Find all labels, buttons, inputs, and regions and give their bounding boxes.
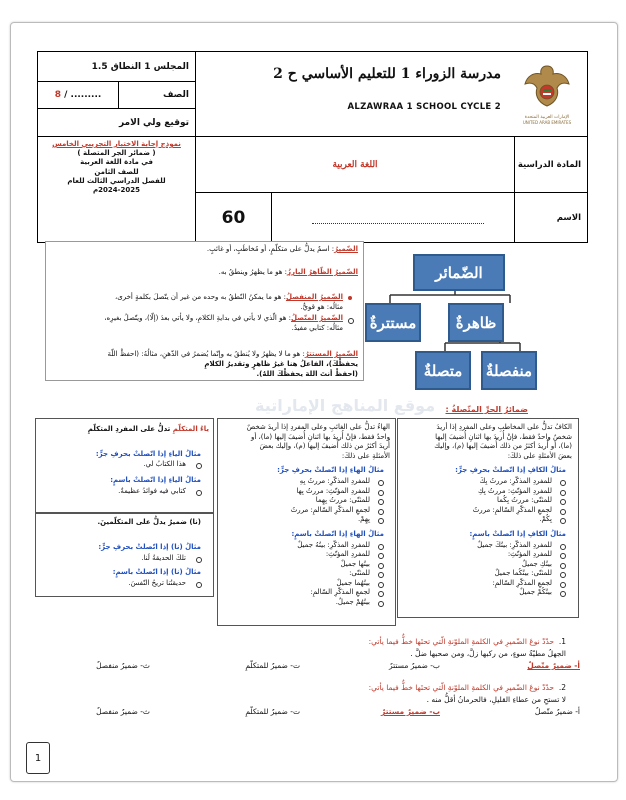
q1-title: حدّدْ نوعَ الضّميرِ في الكلمةِ الملوّنةِ الّتي تحتَها خطٌّ فيما يأتي: <box>368 637 555 646</box>
def-detached <box>115 293 343 303</box>
def-attached-label: الضّميرُ المتّصلُ <box>291 314 343 322</box>
q2-num: 2. <box>558 683 566 692</box>
def-hidden <box>107 350 358 360</box>
subject-label: المادة الدراسية <box>515 137 588 193</box>
haa-ex1-bullet <box>378 490 384 496</box>
q2-option-a[interactable]: أ- ضميرٌ متّصلٌ <box>534 707 580 716</box>
yaa-h1: مثالُ الياءِ إذا اتّصلتْ بحرفِ جرٍّ: <box>95 450 201 458</box>
kaf-ex2-bullet <box>560 591 566 597</box>
kaf-ex2-item: لجمعِ المذكّرِ السّالمِ: <box>492 578 552 587</box>
haa-ex1-bullet <box>378 518 384 524</box>
kaf-intro-line: بعضَ الأمثلةِ على ذلكَ: <box>507 451 572 460</box>
name-input-line[interactable] <box>312 223 484 224</box>
haa-ex2-bullet <box>378 544 384 550</box>
haa-ex2-item: للمثنّى: <box>349 569 370 577</box>
emblem-caption-ar: الإمارات العربية المتحدة <box>524 115 570 120</box>
haa-ex2-item: بيتُهُمْ جميلٌ. <box>335 597 370 606</box>
q1-option-d[interactable]: ث- ضميرٌ منفصلٌ <box>96 661 150 670</box>
model-line2: ( ضمائر الجر المتصلة ) <box>77 149 156 158</box>
node-attached: متصلةٌ <box>415 351 471 390</box>
school-cell <box>196 52 588 137</box>
q2 <box>369 683 566 693</box>
def-pronoun-label: الضّميرُ <box>334 245 358 253</box>
haa-ex2-bullet <box>378 572 384 578</box>
grade-value-cell: 8 / ......... <box>38 82 119 109</box>
yaa-ex2: كتابي فيه فوائدُ عظيمةٌ. <box>118 487 186 495</box>
q1-options <box>40 661 580 673</box>
naa-h2: مثالُ (نا) إذا اتّصلتْ باسمٍ: <box>112 568 201 576</box>
naa-bullet1 <box>196 557 202 563</box>
def-hidden-text2: يحفظْكَ)، الفاعلُ هنا غيرُ ظاهرٍ وتقديرُ الكلامِ <box>204 360 358 368</box>
school-name-en: ALZAWRAA 1 SCHOOL CYCLE 2 <box>347 102 501 112</box>
def-attached-example: مثالُه: كتابي مفيدٌ. <box>291 324 343 332</box>
def-pronoun-text: : اسمٌ يدلُّ على متكلّمٍ، أو مُخاطَبٍ، أو غائبٍ. <box>206 245 335 253</box>
haa-ex2-item: لجمعِ المذكّرِ السّالمِ: <box>310 588 370 596</box>
kaf-ex2-bullet <box>560 563 566 569</box>
yaa-title <box>88 425 209 435</box>
haa-ex2-bullet <box>378 591 384 597</box>
score-cell <box>196 193 272 243</box>
kaf-ex2-bullet <box>560 582 566 588</box>
def-pronoun <box>207 245 358 255</box>
yaa-bullet2 <box>196 490 202 496</box>
def-apparent-label: الضّميرُ الظّاهرُ البارزُ <box>287 268 358 276</box>
yaa-ex1: هذا الكتابُ لي. <box>143 460 186 468</box>
haa-ex2-bullet <box>378 601 384 607</box>
kaf-ex1-item: للمفردِ المؤنّثِ: مررتُ بِكِ <box>477 486 552 495</box>
grade-number: 8 <box>54 90 61 100</box>
def-detached-example: مثالُه: هو قويٌّ. <box>300 303 343 311</box>
kaf-ex1-bullet <box>560 499 566 505</box>
haa-ex2-bullet <box>378 563 384 569</box>
yaa-title-rest: تدلُّ على المفردِ المتكلّمِ <box>87 425 171 433</box>
kaf-ex1-item: للمفردِ المذكّرِ: مررتُ بِكَ <box>479 477 552 485</box>
score-value: 60 <box>221 207 246 228</box>
def-hidden-text: : هو ما لا يظهرُ ولا يُنطقُ به وإنّما يُضمرُ في الذّهنِ، مثالُهُ: (احفظْ اللّهَ <box>107 350 305 358</box>
q1-num: 1. <box>558 637 566 646</box>
yaa-bullet1 <box>196 463 202 469</box>
def-hidden-label: الضّميرُ المستترُ <box>304 350 358 358</box>
kaf-ex1-item: للمثنّى: مررتُ بِكُما <box>497 496 552 504</box>
kaf-ex2-bullet <box>560 572 566 578</box>
kaf-ex1-bullet <box>560 509 566 515</box>
q2-option-b[interactable]: ب- ضميرٌ مستترٌ <box>381 707 440 716</box>
naa-title: (نا) ضميرٌ يدلُّ على المتكلّمينَ. <box>97 518 201 526</box>
kaf-ex2-item: للمفردِ المذكّرِ: بيتُكَ جميلٌ <box>477 540 552 549</box>
q1-option-a[interactable]: أ- ضميرٌ متّصلٌ <box>527 661 580 670</box>
haa-intro-line: الأمثلةِ على ذلكَ: <box>341 451 390 460</box>
kaf-h1: مثالُ الكافِ إذا اتّصلتْ بحرفِ جرٍّ: <box>455 466 566 474</box>
page-number: 1 <box>26 742 50 774</box>
watermark: موقع المناهج الإماراتية <box>255 396 436 415</box>
kaf-ex2-item: بيتُكِ جميلٌ <box>521 559 552 568</box>
node-pronouns: الضّمائر <box>413 254 505 291</box>
kaf-ex1-bullet <box>560 490 566 496</box>
q1-option-c[interactable]: ت- ضميرٌ للمتكلّمِ <box>245 661 300 670</box>
haa-ex2-item: للمفردِ المؤنّثِ: <box>325 550 370 558</box>
haa-ex2-item: بيتُهُما جميلٌ <box>336 578 370 587</box>
section-title: ضمائرُ الجرِّ المتّصلةُ : <box>445 405 528 414</box>
guardian-signature: توقيع ولي الامر <box>38 109 196 137</box>
haa-ex1-bullet <box>378 499 384 505</box>
q1-option-b[interactable]: ب- ضميرٌ مستترٌ <box>388 661 440 670</box>
kaf-ex1-item: لجمعِ المذكّرِ السّالمِ: مررتُ <box>472 505 552 514</box>
haa-ex1-item: للمفردِ المذكّرِ: مررتُ بِهِ <box>299 477 370 485</box>
kaf-h2: مثالُ الكافِ إذا اتّصلتْ باسمٍ: <box>469 529 566 538</box>
name-field-cell[interactable] <box>272 193 515 243</box>
def-detached-label: الضّميرُ المنفصلُ <box>285 293 343 301</box>
model-line3: في مادة اللغة العربية <box>80 158 153 167</box>
naa-ex1: تلكَ الحديقةُ لَنا. <box>141 554 186 562</box>
def-apparent <box>219 268 358 278</box>
model-cell <box>38 137 196 243</box>
naa-ex2: حديقتُنا تريحُ النّفسَ. <box>128 579 186 587</box>
kaf-ex1-item: بِكُمْ. <box>539 515 552 523</box>
yaa-h2: مثالُ الياءِ إذا اتّصلتْ باسمٍ: <box>110 476 201 484</box>
haa-h1: مثالُ الهاءِ إذا اتّصلتْ بحرفِ جرٍّ: <box>277 466 384 474</box>
emblem-caption-en: UNITED ARAB EMIRATES <box>522 120 572 125</box>
model-title: نموذج إجابة الاختبار التجريبي الخامس <box>52 140 181 148</box>
kaf-ex2-item: بيتُكُمْ جميلٌ <box>519 588 552 596</box>
haa-ex2-bullet <box>378 582 384 588</box>
haa-ex2-bullet <box>378 553 384 559</box>
model-line4: للصف الثامن <box>94 167 139 176</box>
haa-h2: مثالُ الهاءِ إذا اتّصلتْ باسمٍ: <box>291 529 384 538</box>
kaf-ex2-item: للمثنّى: بيتُكُما جميلٌ <box>494 569 552 577</box>
council-cell: المجلس 1 النطاق 1.5 <box>38 52 196 82</box>
grade-label: الصف <box>119 82 196 109</box>
uae-emblem <box>517 60 577 130</box>
haa-intro-line: أُريدَ أكثرُ من ذلك أُضيفَ إليها (م)، وإليك بعضَ <box>259 442 390 450</box>
haa-ex1-item: لجمعِ المذكّرِ السّالمِ: مررتُ <box>290 505 370 514</box>
haa-ex1-bullet <box>378 480 384 486</box>
def-apparent-text: : هو ما يظهرُ وينطقُ به. <box>218 268 288 276</box>
haa-intro-line: واحدٌ فقط، فإنْ أُريدَ بها اثنانِ أُضيفَ إليها (ما)، أو <box>250 432 390 441</box>
kaf-ex2-bullet <box>560 544 566 550</box>
q2-option-d[interactable]: ث- ضميرٌ منفصلٌ <box>96 707 150 716</box>
haa-ex1-item: للمثنّى: مررتُ بِهِما <box>315 496 370 504</box>
naa-bullet2 <box>196 582 202 588</box>
model-line6: 2024-2025م <box>92 186 140 195</box>
kaf-ex1-bullet <box>560 518 566 524</box>
node-hidden: مستترةٌ <box>365 303 421 342</box>
naa-h1: مثالُ (نا) إذا اتّصلتْ بحرفِ جرٍّ: <box>98 543 201 551</box>
kaf-intro-line: (ما)، أو أُريدَ أكثرُ من ذلك أُضيفَ إليها (م)، وإليك <box>434 442 572 450</box>
haa-ex1-item: بِهِمْ. <box>357 515 370 523</box>
kaf-intro-line: الكافُ تدلُّ على المخاطبِ وعلى المفردِ إذا أريدَ <box>436 423 572 431</box>
name-label: الاسم <box>515 193 588 243</box>
haa-ex1-item: للمفردِ المؤنّثِ: مررتُ بِها <box>296 486 370 495</box>
haa-intro-line: الهاءُ تدلُّ على الغائبِ وعلى المفردِ إذا أريدَ شخصٌ <box>246 423 390 431</box>
def-detached-text: : هو ما يمكنُ النّطقُ به وحده من غير أن يتّصلَ بكلمةٍ أخرى، <box>114 293 286 301</box>
node-apparent: ظاهرةٌ <box>448 303 504 342</box>
falcon-emblem-icon <box>517 60 577 112</box>
yaa-title-red: ياءُ المتكلّمِ <box>172 425 209 433</box>
school-name-ar: مدرسة الزوراء 1 للتعليم الأساسي ح 2 <box>273 66 501 82</box>
subject-value: اللغة العربية <box>196 137 515 193</box>
bullet-detached <box>348 296 352 300</box>
node-detached: منفصلةٌ <box>481 351 537 390</box>
q2-title: حدّدْ نوعَ الضّميرِ في الكلمةِ الملوّنةِ الّتي تحتَها خطٌّ فيما يأتي: <box>368 683 555 692</box>
kaf-intro-line: شخصٌ واحدٌ فقط، فإنْ أُريدَ بها اثنانِ أُضيفَ إليها <box>435 432 572 441</box>
haa-ex1-bullet <box>378 509 384 515</box>
def-hidden-text3: (احفظْ أنتَ اللهَ يحفظْكَ اللهُ). <box>256 370 358 378</box>
q1 <box>369 637 566 647</box>
bullet-attached <box>348 318 354 324</box>
def-attached <box>104 314 343 324</box>
haa-ex2-item: للمفردِ المذكّرِ: بيتُهُ جميلٌ <box>297 540 370 549</box>
q2-options <box>40 707 580 719</box>
q2-sentence: لا تستحِ من عطاءِ القليلِ، فالحرمانُ أقلُّ منه . <box>426 695 566 704</box>
kaf-ex2-item: للمفردِ المؤنّثِ: <box>507 550 552 558</box>
q1-sentence: الجهلُ مطيّةُ سوءٍ، من ركبها زلَّ، ومن صحبها ضلَّ . <box>410 649 566 658</box>
haa-ex2-item: بيتُها جميلٌ <box>340 559 370 568</box>
q2-option-c[interactable]: ت- ضميرٌ للمتكلّمِ <box>245 707 300 716</box>
kaf-ex2-bullet <box>560 553 566 559</box>
model-line5: للفصل الدراسي الثالث للعام <box>67 176 166 185</box>
header-table <box>37 51 588 243</box>
kaf-ex1-bullet <box>560 480 566 486</box>
def-attached-text: : هو الّذي لا يأتي في بدايةِ الكلامِ، ولا يأتي بعدَ (إلّا)، ويتّصلُ بغيرِه، <box>104 314 291 322</box>
